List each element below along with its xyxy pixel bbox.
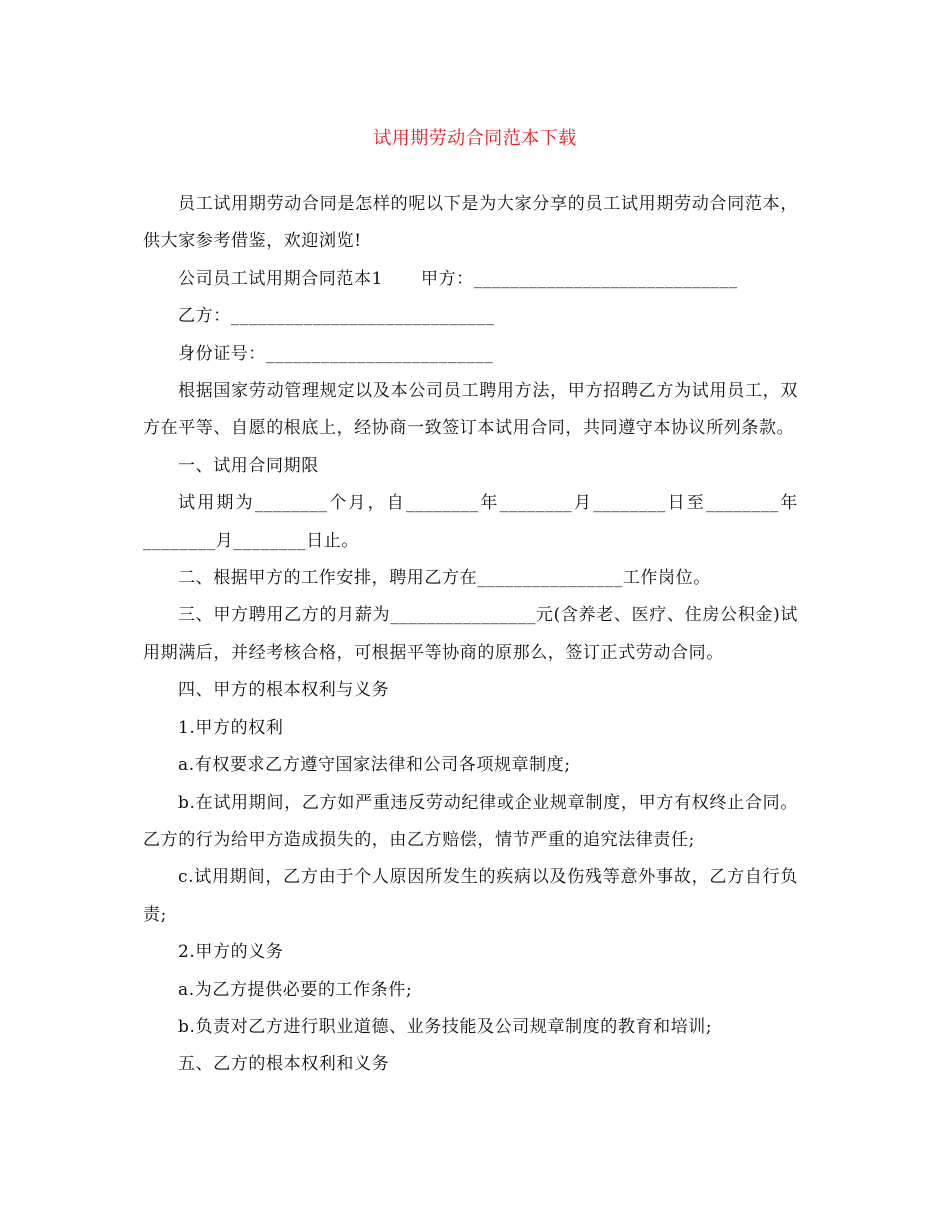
section-3-text: 三、甲方聘用乙方的月薪为________________元(含养老、医疗、住房公积金)试用期满后，并经考核合格，可根据平等协商的原那么，签订正式劳动合同。	[143, 605, 798, 663]
id-number-field: 身份证号：_________________________	[178, 343, 494, 364]
right-a: a.有权要求乙方遵守国家法律和公司各项规章制度;	[178, 755, 571, 776]
intro-paragraph: 员工试用期劳动合同是怎样的呢以下是为大家分享的员工试用期劳动合同范本，供大家参考借鉴，欢迎浏览!	[143, 194, 798, 252]
section-4-title: 四、甲方的根本权利与义务	[178, 680, 390, 701]
section-1-text: 试用期为________个月，自________年________月________日至________年________月________日止。	[143, 493, 798, 551]
section-1-title: 一、试用合同期限	[178, 455, 319, 476]
document-body	[143, 186, 798, 1084]
right-b: b.在试用期间，乙方如严重违反劳动纪律或企业规章制度，甲方有权终止合同。乙方的行为给甲方造成损失的，由乙方赔偿，情节严重的追究法律责任;	[143, 792, 798, 850]
document-title: 试用期劳动合同范本下载	[373, 128, 577, 149]
party-a-field: 甲方：_____________________________	[421, 268, 738, 289]
sample-heading: 公司员工试用期合同范本1	[178, 268, 384, 289]
duties-title: 2.甲方的义务	[178, 942, 284, 963]
rights-title: 1.甲方的权利	[178, 717, 284, 738]
duty-b: b.负责对乙方进行职业道德、业务技能及公司规章制度的教育和培训;	[178, 1016, 713, 1037]
party-b-field: 乙方：_____________________________	[178, 306, 495, 327]
section-2-text: 二、根据甲方的工作安排，聘用乙方在________________工作岗位。	[178, 568, 711, 589]
preamble-paragraph: 根据国家劳动管理规定以及本公司员工聘用方法，甲方招聘乙方为试用员工，双方在平等、自愿的根底上，经协商一致签订本试用合同，共同遵守本协议所列条款。	[143, 381, 798, 439]
right-c: c.试用期间，乙方由于个人原因所发生的疾病以及伤残等意外事故，乙方自行负责;	[143, 867, 798, 925]
sample-heading-line	[143, 261, 798, 298]
duty-a: a.为乙方提供必要的工作条件;	[178, 979, 413, 1000]
section-5-title: 五、乙方的根本权利和义务	[178, 1054, 390, 1075]
